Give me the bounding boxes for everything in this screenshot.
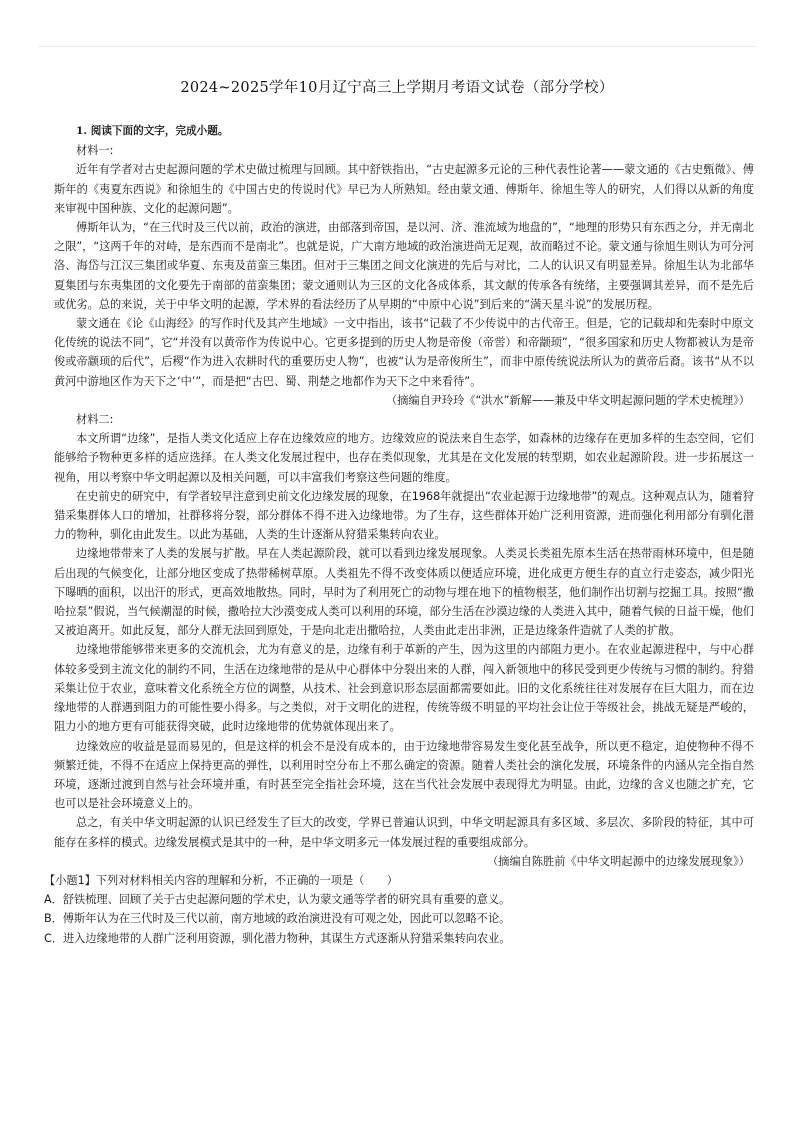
material2-source: （摘编自陈胜前《中华文明起源中的边缘发展现象》） <box>487 854 750 868</box>
material2-paragraph: 在史前史的研究中，有学者较早注意到史前文化边缘发展的现象，在1968年就提出“农业起源于边缘地带”的观点。这种观点认为，随着狩猎采集群体人口的增加，社群移将分裂，部分群体不得不进入边缘地带。为了生存，这些群体开始广泛利用资源，进而强化利用部分有驯化潜力的物种，驯化由此发生。以此为基础，人类的生计逐渐从狩猎采集转向农业。 <box>54 489 754 542</box>
document-body <box>44 122 754 948</box>
sub-question-stem: 【小题1】下列对材料相关内容的理解和分析，不正确的一项是（ ） <box>44 873 398 887</box>
material1-paragraph: 近年有学者对古史起源问题的学术史做过梳理与回顾。其中舒铁指出，“古史起源多元论的三种代表性论著——蒙文通的《古史甄微》、傅斯年的《夷夏东西说》和徐旭生的《中国古史的传说时代》早已为人所熟知。经由蒙文通、傅斯年、徐旭生等人的研究，人们得以从新的角度来审视中国种族、文化的起源问题”。 <box>54 163 754 215</box>
material2-label: 材料二: <box>76 413 114 427</box>
page-title: 2024~2025学年10月辽宁高三上学期月考语文试卷（部分学校） <box>180 80 614 96</box>
material2-paragraph: 边缘效应的收益是显而易见的，但是这样的机会不是没有成本的，由于边缘地带容易发生变化甚至战争，所以更不稳定，迫使物种不得不频繁迁徙，不得不在适应上保持更高的弹性，以利用时空分布上不那么确定的资源。随着人类社会的演化发展，环境条件的内涵从完全指自然环境，逐渐过渡到自然与社会环境并重，有时甚至完全指社会环境，这在当代社会发展中表现得尤为明显。由此，边缘的含义也随之扩充，它也可以是社会环境意义上的。 <box>54 739 754 811</box>
material1-source: （摘编自尹玲玲《“洪水”新解——兼及中华文明起源问题的学术史梳理》） <box>386 393 750 407</box>
material2-paragraph: 边缘地带带来了人类的发展与扩散。早在人类起源阶段，就可以看到边缘发展现象。人类灵长类祖先原本生活在热带雨林环境中，但是随后出现的气候变化，让部分地区变成了热带稀树草原。人类祖先不得不改变体质以便适应环境，进化成更方便生存的直立行走姿态，减少阳光下曝晒的面积，以出汗的形式，更高效地散热。同时，早时为了利用死亡的动物与埋在地下的植物根茎，他们制作出切割与挖掘工具。按照“撒哈拉泵”假说，当气候潮湿的时候，撒哈拉大沙漠变成人类可以利用的环境，部分生活在沙漠边缘的人类进入其中，随着气候的日益干燥，他们又被迫离开。如此反复，部分人群无法回到原处，于是向北走出撒哈拉，人类由此走出非洲，正是边缘条件造就了人类的扩散。 <box>54 547 754 638</box>
material2-paragraph: 总之，有关中华文明起源的认识已经发生了巨大的改变，学界已普遍认识到，中华文明起源具有多区域、多层次、多阶段的特征，其中可能存在多样的模式。边缘发展模式是其中的一种，是中华文明多元一体发展过程的重要组成部分。 <box>54 816 754 849</box>
header-divider <box>38 46 756 47</box>
option-c: C．进入边缘地带的人群广泛利用资源，驯化潜力物种，其谋生方式逐渐从狩猎采集转向农业。 <box>44 931 511 945</box>
question-intro: 1. 阅读下面的文字，完成小题。 <box>76 125 229 137</box>
material1-paragraph: 蒙文通在《论《山海经》的写作时代及其产生地域》一文中指出，该书“记载了不少传说中的古代帝王。但是，它的记载却和先秦时中原文化传统的说法不同”，它“并没有以黄帝作为传说中心。它更多提到的历史人物是帝俊（帝喾）和帝颛顼”，“很多国家和历史人物都被认为是帝俊或帝颛顼的后代”，后稷“作为进入农耕时代的重要历史人物”，也被“认为是帝俊所生”，而非中原传统说法所认为的黄帝后裔。该书“从不以黄河中游地区作为天下之‘中’”，而是把“古巴、蜀、荆楚之地都作为天下之中来看待”。 <box>54 317 754 388</box>
option-b: B．傅斯年认为在三代时及三代以前，南方地域的政治演进没有可观之处，因此可以忽略不论。 <box>44 912 511 926</box>
material2-paragraph: 边缘地带能够带来更多的交流机会，尤为有意义的是，边缘有利于革新的产生，因为这里的内部阻力更小。在农业起源进程中，与中心群体较多受到主流文化的制约不同，生活在边缘地带的是从中心群体中分裂出来的人群，闯入新领地中的移民受到更少传统与习惯的制约。狩猎采集让位于农业，意味着文化系统全方位的调整，从技术、社会到意识形态层面都需要如此。旧的文化系统往往对发展存在巨大阻力，而在边缘地带的人群遇到阻力的可能性要小得多。与之类似，对于文明化的进程，传统等级不明显的平均社会让位于等级社会，挑战无疑是严峻的，阻力小的地方更有可能获得突破，此时边缘地带的优势就体现出来了。 <box>54 643 754 734</box>
option-a: A．舒铁梳理、回顾了关于古史起源问题的学术史，认为蒙文通等学者的研究具有重要的意义。 <box>44 893 511 907</box>
material2-paragraph: 本文所谓“边缘”，是指人类文化适应上存在边缘效应的地方。边缘效应的说法来自生态学，如森林的边缘存在更加多样的生态空间，它们能够给予物种更多样的适应选择。在人类文化发展过程中，也存在类似现象，尤其是在文化发展的转型期，如农业起源阶段。进一步拓展这一视角，用以考察中华文明起源以及相关问题，可以丰富我们考察这些问题的维度。 <box>54 432 754 484</box>
material1-label: 材料一: <box>76 144 114 158</box>
material1-paragraph: 傅斯年认为，“在三代时及三代以前，政治的演进，由部落到帝国，是以河、济、淮流域为地盘的”，“地理的形势只有东西之分，并无南北之限”，“这两千年的对峙，是东西而不是南北”。也就是说，广大南方地域的政治演进尚无足观，故而略过不论。蒙文通与徐旭生则认为可分河洛、海岱与江汉三集团或华夏、东夷及苗蛮三集团。但对于三集团之间文化演进的先后与对比，二人的认识又有明显差异。徐旭生认为北部华夏集团与东夷集团的文化要先于南部的苗蛮集团；蒙文通则认为三区的文化各成体系，其文献的传承各有统绪，主要强调其差异，而不是先后或优劣。总的来说，关于中华文明的起源，学术界的看法经历了从早期的“中原中心说”到后来的“满天星斗说”的发展历程。 <box>54 221 754 311</box>
